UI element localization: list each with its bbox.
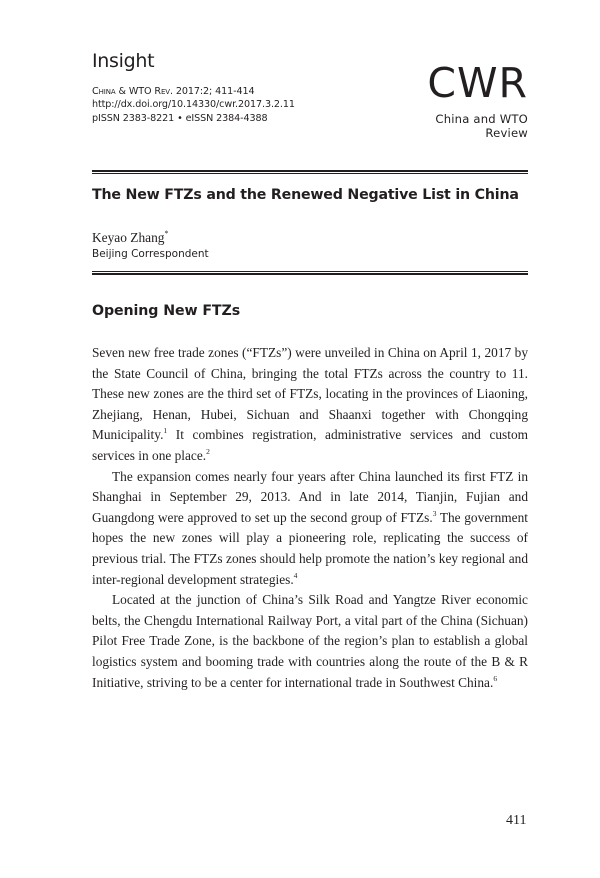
footnote-ref[interactable]: 2 xyxy=(206,446,210,456)
paragraph-2 xyxy=(92,467,528,591)
journal-citation xyxy=(92,85,295,98)
journal-name-mid: & WTO xyxy=(115,86,155,97)
header-rule-thin xyxy=(92,173,528,174)
footnote-ref[interactable]: 6 xyxy=(493,673,498,683)
title-rule-thin xyxy=(92,271,528,272)
footnote-ref[interactable]: 3 xyxy=(432,508,437,518)
author-line xyxy=(92,229,169,246)
section-label: Insight xyxy=(92,50,155,72)
logo-text: CWR xyxy=(427,59,528,107)
paragraph-text: The government hopes the new zones will play a pioneering role, replicating the success of previous trial. The FTZs zones should help promote the nation’s key regional and inter-regional development strategies. xyxy=(92,509,528,587)
issn-line: pISSN 2383-8221 • eISSN 2384-4388 xyxy=(92,112,268,124)
journal-meta xyxy=(92,85,295,125)
article-body xyxy=(92,343,528,693)
author-affiliation: Beijing Correspondent xyxy=(92,248,209,260)
paragraph-3 xyxy=(92,590,528,693)
journal-logo xyxy=(398,59,528,140)
header-rule-thick xyxy=(92,170,528,172)
logo-subtitle: China and WTO Review xyxy=(435,112,528,140)
footnote-ref[interactable]: 4 xyxy=(293,570,298,580)
title-rule-thick xyxy=(92,273,528,275)
paragraph-text: Located at the junction of China’s Silk Road and Yangtze River economic belts, the Chengdu International Railway Port, a vital part of the China (Sichuan) Pilot Free Trade Zone, is the backbone of the region’s plan to establish a global logistics system and booming trade with countries along the route of the B & R Initiative, striving to be a center for international trade in Southwest China. xyxy=(92,592,528,690)
page-number: 411 xyxy=(506,813,527,828)
journal-issue: 2017:2; 411-414 xyxy=(172,86,255,97)
author-name: Keyao Zhang xyxy=(92,230,165,245)
footnote-ref[interactable]: 1 xyxy=(163,426,168,436)
journal-name-b: Rev. xyxy=(154,86,173,97)
author-footnote-mark: * xyxy=(164,229,169,238)
doi-link[interactable]: http://dx.doi.org/10.14330/cwr.2017.3.2.11 xyxy=(92,99,295,111)
article-title: The New FTZs and the Renewed Negative List in China xyxy=(92,187,519,203)
paragraph-text: It combines registration, administrative services and custom services in one place. xyxy=(92,427,528,463)
journal-name-a: China xyxy=(92,86,116,97)
paragraph-1 xyxy=(92,343,528,467)
paragraph-text: Seven new free trade zones (“FTZs”) were unveiled in China on April 1, 2017 by the State Council of China, bringing the total FTZs across the country to 11. These new zones are the third set of FTZs, locating in the provinces of Liaoning, Zhejiang, Henan, Hubei, Sichuan and Shaanxi together with Chongqing Municipality. xyxy=(92,345,528,443)
section-heading: Opening New FTZs xyxy=(92,303,241,319)
paragraph-text: The expansion comes nearly four years after China launched its first FTZ in Shanghai in September 29, 2013. And in late 2014, Tianjin, Fujian and Guangdong were approved to set up the second group of FTZs. xyxy=(92,468,528,525)
